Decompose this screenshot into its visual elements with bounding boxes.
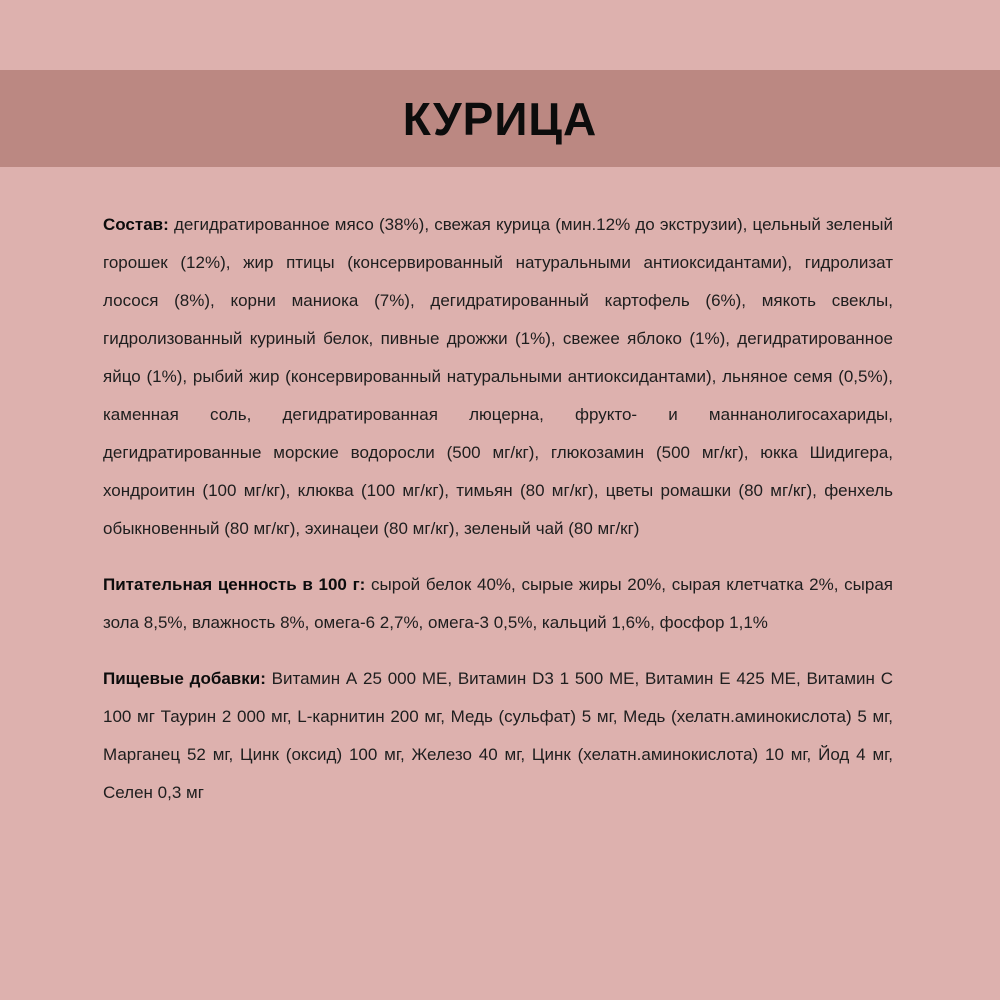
composition-label: Состав: — [103, 215, 169, 234]
page-title: КУРИЦА — [402, 92, 598, 145]
additives-paragraph — [103, 660, 893, 812]
product-description — [103, 206, 893, 812]
nutrition-text: сырой белок 40%, сырые жиры 20%, сырая клетчатка 2%, сырая зола 8,5%, влажность 8%, омега-6 2,7%, омега-3 0,5%, кальций 1,6%, фосфор 1,1% — [103, 575, 893, 632]
composition-text: дегидратированное мясо (38%), свежая курица (мин.12% до экструзии), цельный зеленый горошек (12%), жир птицы (консервированный натуральными антиоксидантами), гидролизат лосося (8%), корни маниока (7%), дегидратированный картофель (6%), мякоть свеклы, гидролизованный куриный белок, пивные дрожжи (1%), свежее яблоко (1%), дегидратированное яйцо (1%), рыбий жир (консервированный натуральными антиоксидантами), льняное семя (0,5%), каменная соль, дегидратированная люцерна, фрукто- и маннанолигосахариды, дегидратированные морские водоросли (500 мг/кг), глюкозамин (500 мг/кг), юкка Шидигера, хондроитин (100 мг/кг), клюква (100 мг/кг), тимьян (80 мг/кг), цветы ромашки (80 мг/кг), фенхель обыкновенный (80 мг/кг), эхинацеи (80 мг/кг), зеленый чай (80 мг/кг) — [103, 215, 893, 538]
composition-paragraph — [103, 206, 893, 548]
title-banner — [0, 70, 1000, 167]
additives-text: Витамин А 25 000 МЕ, Витамин D3 1 500 МЕ, Витамин Е 425 МЕ, Витамин С 100 мг Таурин 2 000 мг, L-карнитин 200 мг, Медь (сульфат) 5 мг, Медь (хелатн.аминокислота) 5 мг, Марганец 52 мг, Цинк (оксид) 100 мг, Железо 40 мг, Цинк (хелатн.аминокислота) 10 мг, Йод 4 мг, Селен 0,3 мг — [103, 669, 893, 802]
nutrition-label: Питательная ценность в 100 г: — [103, 575, 366, 594]
additives-label: Пищевые добавки: — [103, 669, 266, 688]
nutrition-paragraph — [103, 566, 893, 642]
